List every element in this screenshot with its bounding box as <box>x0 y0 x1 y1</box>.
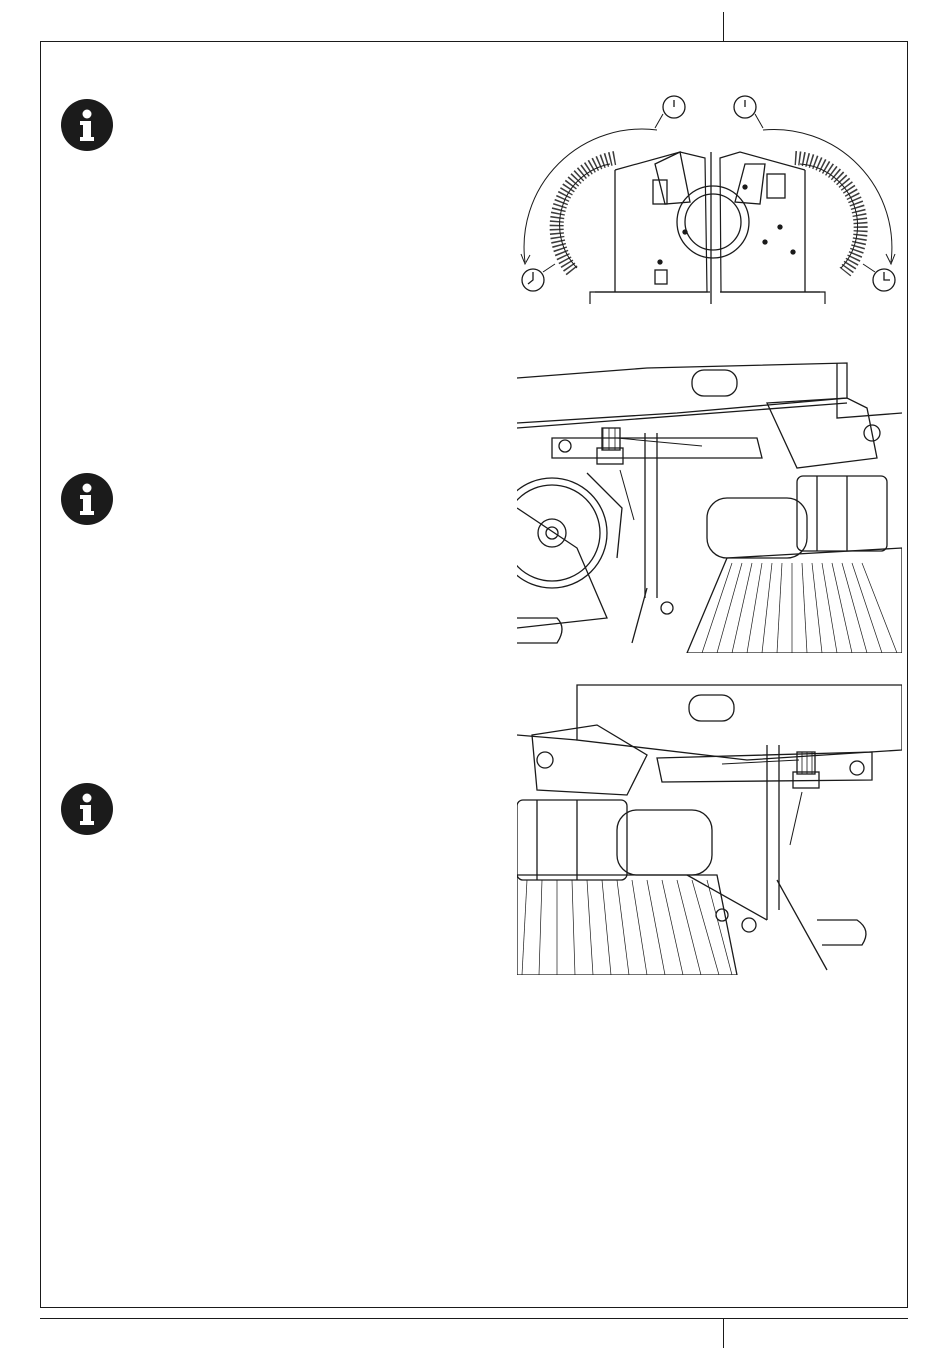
clock-icon <box>522 269 544 291</box>
callout-line <box>790 792 802 845</box>
callout-line <box>617 438 702 446</box>
left-brush-adjustment-knob-figure <box>517 358 902 653</box>
info-icon <box>61 99 113 151</box>
info-icon <box>61 783 113 835</box>
clock-icon <box>663 96 685 118</box>
footer-rule <box>40 1318 908 1319</box>
side-brushes-rotation-diagram <box>515 92 905 307</box>
callout-line <box>722 760 799 764</box>
footer-tab-divider <box>723 1318 724 1348</box>
header-tab-divider <box>723 12 724 41</box>
rotation-arrow-icon <box>763 129 892 262</box>
right-brush-adjustment-knob-figure <box>517 680 902 975</box>
rotation-arrow-icon <box>524 129 657 262</box>
info-icon <box>61 473 113 525</box>
clock-icon <box>734 96 756 118</box>
adjustment-knob <box>793 752 819 788</box>
clock-icon <box>873 269 895 291</box>
left-brush-bristles <box>557 158 615 272</box>
